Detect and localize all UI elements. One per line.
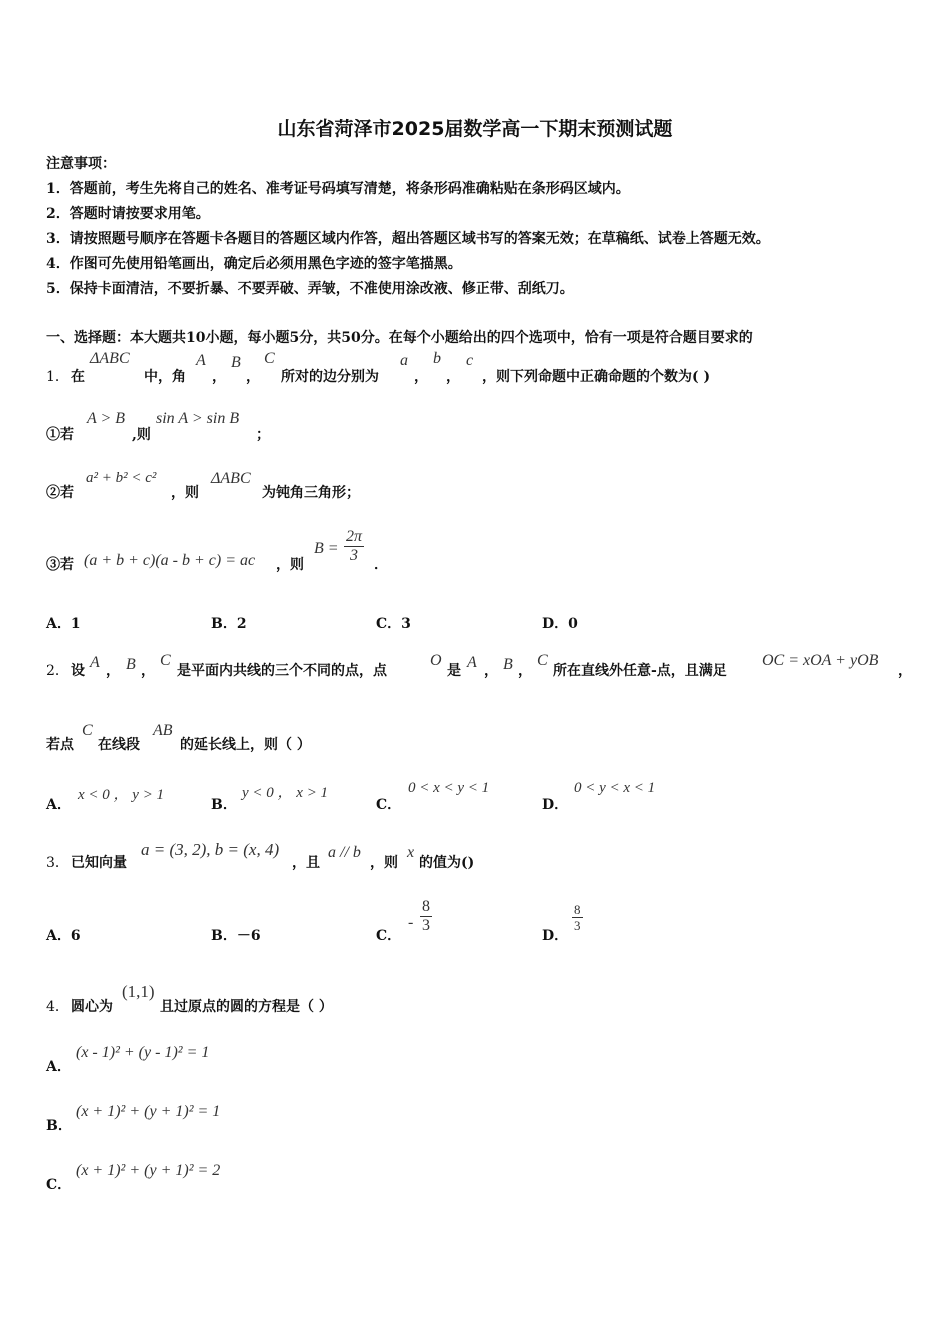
question-3-option-a[interactable]: A．6 (46, 928, 81, 944)
option-label: A． (46, 797, 71, 813)
fraction-denominator: 3 (422, 917, 430, 934)
stem-comma: ， (141, 663, 155, 679)
math-a-gt-b: A > B (87, 410, 126, 427)
stem-text: 且过原点的圆的方程是（ ） (160, 999, 333, 1015)
math-fraction-8-3 (420, 898, 432, 935)
question-1-option-b[interactable]: B．2 (211, 616, 247, 632)
math-side-b: b (433, 350, 441, 367)
statement-text: 为钝角三角形； (262, 485, 360, 501)
stem-comma: ， (446, 369, 460, 385)
statement-text: ,则 (132, 427, 151, 443)
statement-text: ①若 (46, 427, 74, 443)
math-vectors: a = (3, 2), b = (x, 4) (141, 840, 280, 859)
stem-comma: ， (246, 369, 260, 385)
stem-comma: ， (414, 369, 428, 385)
stem-comma: ， (106, 663, 120, 679)
stem-text: ，则下列命题中正确命题的个数为( ) (482, 369, 711, 385)
page-title: 山东省菏泽市2025届数学高一下期末预测试题 (277, 118, 673, 140)
stem-comma: ， (518, 663, 532, 679)
math-angle-b: B (231, 354, 241, 371)
fraction-numerator: 2π (346, 528, 363, 545)
notice-item-5: 5．保持卡面清洁，不要折暴、不要弄破、弄皱，不准使用涂改液、修正带、刮纸刀。 (46, 281, 574, 297)
question-number: 1． (46, 369, 69, 385)
math-angle-a: A (196, 352, 206, 369)
option-label: C． (376, 797, 402, 813)
question-number: 3． (46, 855, 69, 871)
option-math: 0 < y < x < 1 (574, 780, 656, 796)
math-x: x (407, 844, 415, 861)
statement-text: ，则 (171, 485, 199, 501)
question-1-option-c[interactable]: C．3 (376, 616, 411, 632)
math-fraction-8-3 (572, 902, 583, 933)
notice-item-4: 4．作图可先使用铅笔画出，确定后必须用黑色字迹的签字笔描黑。 (46, 256, 462, 272)
question-number: 4． (46, 999, 69, 1015)
option-label: D． (542, 797, 569, 813)
statement-text: ； (256, 427, 270, 443)
math-side-a: a (400, 352, 408, 369)
math-segment-ab: AB (153, 722, 173, 739)
math-triangle-abc: ΔABC (211, 470, 251, 487)
question-1-option-d[interactable]: D．0 (542, 616, 578, 632)
section-heading: 一、选择题：本大题共10小题，每小题5分，共50分。在每个小题给出的四个选项中，恰有一项是符合题目要求的 (46, 330, 753, 346)
notice-item-2: 2．答题时请按要求用笔。 (46, 206, 210, 222)
stem-text: 在 (71, 369, 85, 385)
math-triangle-abc: ΔABC (90, 350, 130, 367)
stem-text: 所在直线外任意-点，且满足 (553, 663, 727, 679)
stem-text: 中，角 (144, 369, 186, 385)
question-3-option-b[interactable]: B．－6 (211, 928, 261, 944)
option-math: 0 < x < y < 1 (408, 780, 490, 796)
statement-text: ③若 (46, 557, 74, 573)
stem-text: 圆心为 (71, 999, 113, 1015)
math-point-c: C (82, 722, 93, 739)
math-squares-inequality: a² + b² < c² (86, 470, 157, 486)
fraction-denominator: 3 (350, 547, 358, 564)
question-1-option-a[interactable]: A．1 (46, 616, 81, 632)
math-parallel: a // b (328, 844, 361, 861)
option-label: C． (46, 1177, 72, 1193)
option-math: x < 0 ， y > 1 (78, 787, 165, 803)
option-math: y < 0 ， x > 1 (242, 785, 329, 801)
stem-comma: ， (484, 663, 498, 679)
stem-text: 的值为() (419, 855, 475, 871)
stem-text: 已知向量 (71, 855, 127, 871)
stem-text: 所对的边分别为 (281, 369, 379, 385)
option-label: D． (542, 928, 569, 944)
fraction-denominator: 3 (574, 918, 581, 933)
math-vector-equation: OC = xOA + yOB (762, 652, 879, 669)
option-math: (x + 1)² + (y + 1)² = 2 (76, 1162, 221, 1179)
statement-text: ②若 (46, 485, 74, 501)
option-label: B． (211, 797, 237, 813)
fraction-numerator: 8 (422, 898, 430, 915)
notice-item-1: 1．答题前，考生先将自己的姓名、准考证号码填写清楚，将条形码准确粘贴在条形码区域内。 (46, 181, 630, 197)
math-b-equals: B = (314, 540, 339, 557)
stem-comma: ， (898, 663, 912, 679)
math-point-c: C (160, 652, 171, 669)
stem-text: 设 (71, 663, 85, 679)
stem-text: 是 (447, 663, 461, 679)
option-label: C． (376, 928, 402, 944)
math-sin-inequality: sin A > sin B (156, 410, 240, 427)
math-center-point: (1,1) (122, 982, 155, 1001)
math-angle-c: C (264, 350, 275, 367)
stem-text: 在线段 (98, 737, 140, 753)
option-math: (x + 1)² + (y + 1)² = 1 (76, 1103, 221, 1120)
question-number: 2． (46, 663, 69, 679)
notice-item-3: 3．请按照题号顺序在答题卡各题目的答题区域内作答，超出答题区域书写的答案无效；在草稿纸、试卷上答题无效。 (46, 231, 770, 247)
math-point-a: A (90, 654, 100, 671)
notice-heading: 注意事项： (46, 156, 116, 172)
option-label: A． (46, 1059, 71, 1075)
statement-text: ，则 (276, 557, 304, 573)
math-point-c: C (537, 652, 548, 669)
math-side-c: c (466, 352, 474, 369)
stem-text: ，且 (292, 855, 320, 871)
math-point-b: B (126, 656, 136, 673)
stem-text: 是平面内共线的三个不同的点，点 (177, 663, 387, 679)
math-point-a: A (467, 654, 477, 671)
fraction-numerator: 8 (574, 902, 581, 917)
stem-text: 的延长线上，则（ ） (180, 737, 311, 753)
statement-text: ． (374, 557, 388, 573)
option-sign: - (408, 914, 414, 931)
math-product-equation: (a + b + c)(a - b + c) = ac (84, 552, 256, 569)
option-math: (x - 1)² + (y - 1)² = 1 (76, 1044, 210, 1061)
stem-text: ，则 (370, 855, 398, 871)
stem-text: 若点 (46, 737, 74, 753)
math-fraction-2pi-3 (344, 528, 364, 565)
math-point-b: B (503, 656, 513, 673)
stem-comma: ， (212, 369, 226, 385)
option-label: B． (46, 1118, 72, 1134)
math-point-o: O (430, 652, 442, 669)
